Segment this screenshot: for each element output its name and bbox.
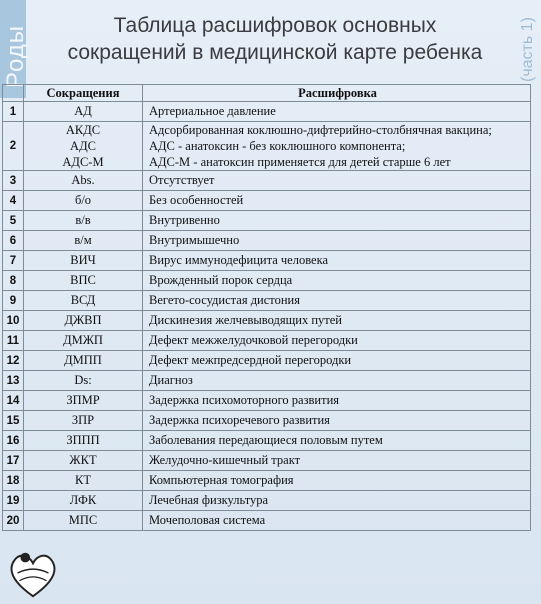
table-row: [3, 491, 531, 511]
decode-cell: [143, 331, 531, 351]
row-number: 4: [3, 191, 24, 211]
abbreviation-text: АКДС: [65, 123, 101, 137]
abbreviation-cell: [24, 511, 143, 531]
table-row: [3, 251, 531, 271]
row-number: 16: [3, 431, 24, 451]
decode-cell: [143, 102, 531, 122]
abbreviation-text: ЛФК: [69, 493, 97, 507]
decode-cell: [143, 471, 531, 491]
row-number: 15: [3, 411, 24, 431]
decode-text: Компьютерная томография: [149, 473, 294, 487]
header-num: [3, 85, 24, 102]
table-row: [3, 231, 531, 251]
abbreviation-text: в/м: [74, 233, 92, 247]
row-number: 3: [3, 171, 24, 191]
decode-text: Лечебная физкультура: [149, 493, 269, 507]
decode-text: Мочеполовая система: [149, 513, 266, 527]
table-row: [3, 271, 531, 291]
abbreviation-cell: [24, 411, 143, 431]
abbreviation-text: ВПС: [70, 273, 96, 287]
abbreviation-text: ДЖВП: [64, 313, 102, 327]
decode-cell: [143, 511, 531, 531]
table-row: [3, 211, 531, 231]
table-row: [3, 102, 531, 122]
decode-cell: [143, 271, 531, 291]
row-number: 7: [3, 251, 24, 271]
decode-text: Без особенностей: [149, 193, 244, 207]
row-number: 5: [3, 211, 24, 231]
decode-cell: [143, 451, 531, 471]
decode-text: Заболевания передающиеся половым путем: [149, 433, 383, 447]
decode-text: АДС-М - анатоксин применяется для детей старше 6 лет: [149, 155, 451, 169]
decode-cell: [143, 251, 531, 271]
row-number: 20: [3, 511, 24, 531]
row-number: 11: [3, 331, 24, 351]
decode-text: Внутримышечно: [149, 233, 240, 247]
abbreviation-text: АДС-М: [62, 155, 104, 169]
table-row: [3, 122, 531, 171]
table-row: [3, 411, 531, 431]
page-title: [40, 12, 510, 66]
part-label: (часть 1): [519, 17, 536, 82]
abbreviation-text: ВСД: [70, 293, 96, 307]
decode-cell: [143, 311, 531, 331]
abbreviation-text: АДС: [70, 139, 96, 153]
abbreviation-text: ВИЧ: [70, 253, 96, 267]
header-abbr: Сокращения: [24, 85, 143, 102]
table-row: [3, 371, 531, 391]
abbreviation-cell: [24, 211, 143, 231]
row-number: 1: [3, 102, 24, 122]
table-row: [3, 191, 531, 211]
side-label: Роды: [2, 24, 29, 88]
abbreviation-cell: [24, 371, 143, 391]
decode-text: Дискинезия желчевыводящих путей: [149, 313, 342, 327]
row-number: 12: [3, 351, 24, 371]
abbreviation-cell: [24, 171, 143, 191]
table-row: [3, 171, 531, 191]
decode-text: Вирус иммунодефицита человека: [149, 253, 329, 267]
abbreviation-text: ЗПР: [71, 413, 95, 427]
row-number: 9: [3, 291, 24, 311]
abbreviation-cell: [24, 451, 143, 471]
title-line-2: сокращений в медицинской карте ребенка: [67, 41, 483, 64]
abbreviation-text: Abs.: [71, 173, 95, 187]
decode-text: Желудочно-кишечный тракт: [149, 453, 301, 467]
decode-cell: [143, 211, 531, 231]
decode-cell: [143, 231, 531, 251]
abbreviation-cell: [24, 251, 143, 271]
row-number: 6: [3, 231, 24, 251]
decode-text: Задержка психоречевого развития: [149, 413, 330, 427]
row-number: 14: [3, 391, 24, 411]
row-number: 19: [3, 491, 24, 511]
table-row: [3, 431, 531, 451]
table-body: [3, 102, 531, 531]
abbreviation-cell: [24, 271, 143, 291]
table-row: [3, 351, 531, 371]
abbreviation-text: ЗПМР: [66, 393, 100, 407]
decode-cell: [143, 291, 531, 311]
decode-cell: [143, 191, 531, 211]
row-number: 18: [3, 471, 24, 491]
abbreviation-cell: [24, 431, 143, 451]
abbreviation-text: б/о: [74, 193, 92, 207]
decode-cell: [143, 431, 531, 451]
abbreviation-cell: [24, 102, 143, 122]
row-number: 8: [3, 271, 24, 291]
abbreviation-table: [2, 84, 531, 531]
decode-text: Отсутствует: [149, 173, 215, 187]
row-number: 2: [3, 122, 24, 171]
decode-text: Адсорбированная коклюшно-дифтерийно-столбнячная вакцина;: [149, 123, 492, 137]
table-row: [3, 311, 531, 331]
decode-text: Диагноз: [149, 373, 193, 387]
decode-cell: [143, 171, 531, 191]
row-number: 13: [3, 371, 24, 391]
decode-cell: [143, 351, 531, 371]
table-header-row: [3, 85, 531, 102]
abbreviation-text: ЖКТ: [69, 453, 97, 467]
decode-text: Артериальное давление: [149, 104, 276, 118]
logo-icon: [4, 544, 62, 602]
abbreviation-cell: [24, 351, 143, 371]
decode-text: Вегето-сосудистая дистония: [149, 293, 300, 307]
abbreviation-text: Ds:: [74, 373, 92, 387]
abbreviation-cell: [24, 311, 143, 331]
row-number: 10: [3, 311, 24, 331]
table-row: [3, 391, 531, 411]
title-line-1: Таблица расшифровок основных: [113, 14, 437, 37]
decode-cell: [143, 411, 531, 431]
decode-cell: [143, 391, 531, 411]
abbreviation-cell: [24, 191, 143, 211]
row-number: 17: [3, 451, 24, 471]
abbreviation-text: МПС: [68, 513, 98, 527]
abbreviation-cell: [24, 331, 143, 351]
table-row: [3, 291, 531, 311]
decode-text: Задержка психомоторного развития: [149, 393, 340, 407]
table-row: [3, 471, 531, 491]
abbreviation-cell: [24, 291, 143, 311]
abbreviation-cell: [24, 471, 143, 491]
abbreviation-cell: [24, 122, 143, 171]
abbreviation-text: ДМПП: [64, 353, 102, 367]
decode-cell: [143, 371, 531, 391]
decode-text: Врожденный порок сердца: [149, 273, 293, 287]
abbreviation-cell: [24, 491, 143, 511]
abbreviation-text: ДМЖП: [63, 333, 103, 347]
table-row: [3, 331, 531, 351]
abbreviation-text: в/в: [75, 213, 91, 227]
header-decode: Расшифровка: [143, 85, 531, 102]
abbreviation-text: ЗППП: [66, 433, 100, 447]
abbreviation-text: КТ: [75, 473, 91, 487]
decode-text: Внутривенно: [149, 213, 220, 227]
decode-text: АДС - анатоксин - без коклюшного компонента;: [149, 139, 406, 153]
decode-text: Дефект межпредсердной перегородки: [149, 353, 352, 367]
decode-cell: [143, 122, 531, 171]
abbreviation-text: АД: [74, 104, 92, 118]
abbreviation-cell: [24, 391, 143, 411]
decode-text: Дефект межжелудочковой перегородки: [149, 333, 358, 347]
table-row: [3, 451, 531, 471]
table-row: [3, 511, 531, 531]
decode-cell: [143, 491, 531, 511]
abbreviation-cell: [24, 231, 143, 251]
